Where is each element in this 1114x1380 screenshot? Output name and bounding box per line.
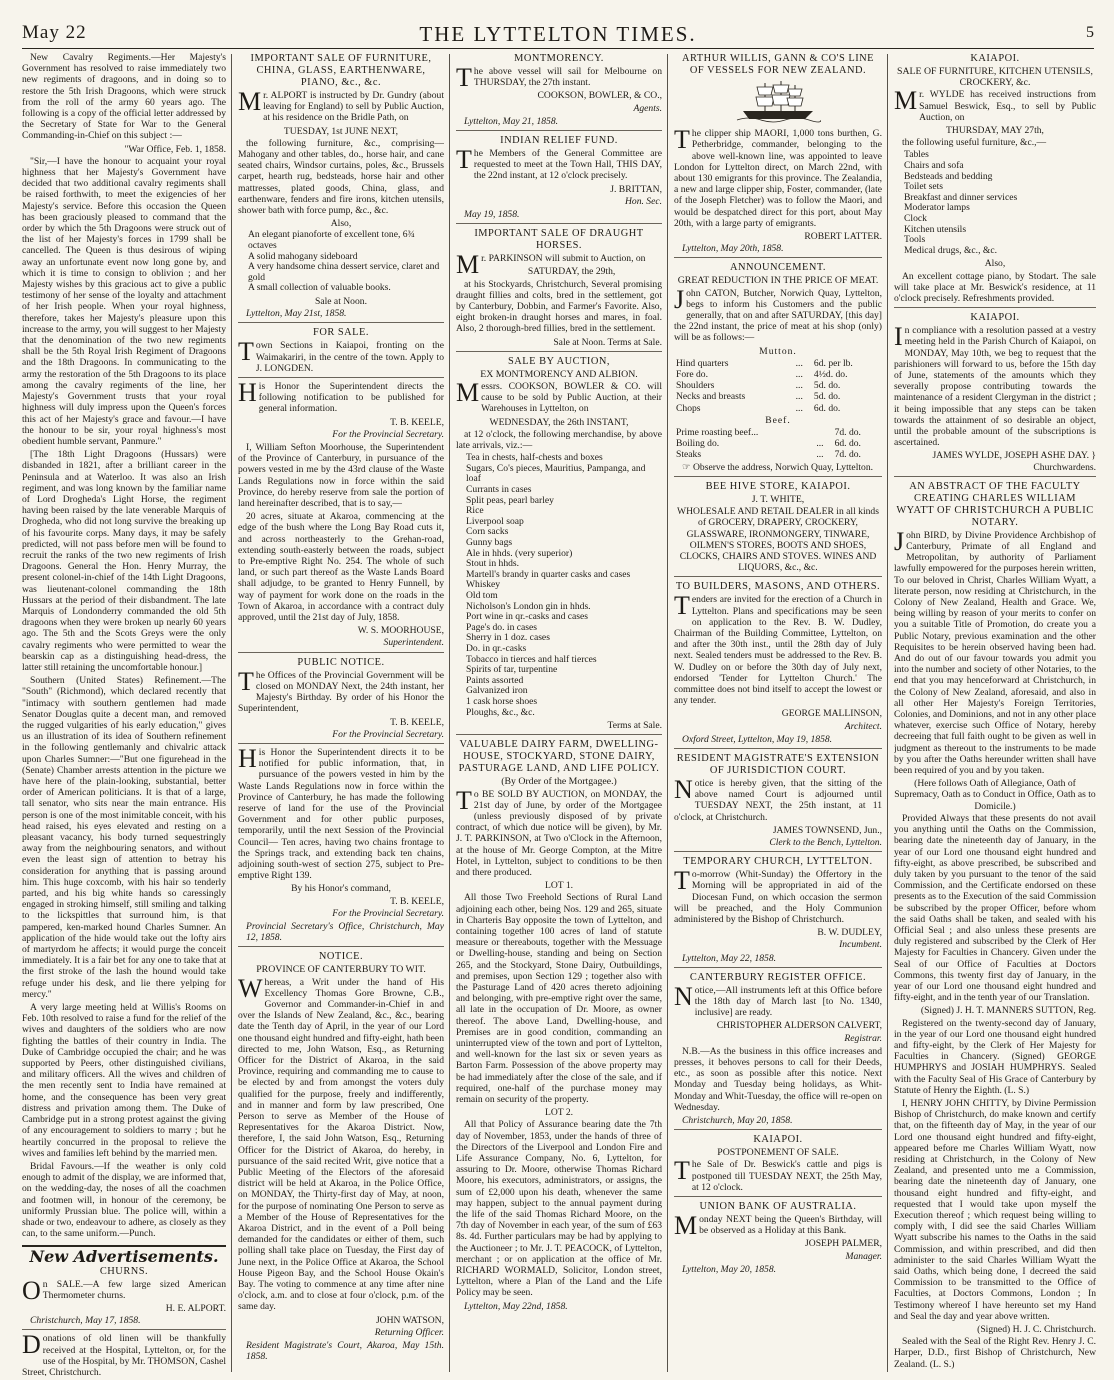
advert-subtitle: (By Order of the Mortgagee.) <box>501 776 617 788</box>
list-item: Sugars, Co's pieces, Mauritius, Pampanga, and loaf <box>466 462 646 485</box>
list-item: Paints assorted <box>466 674 524 686</box>
advert-text: The Offices of the Provincial Government will be closed on MONDAY Next, the 24th instant, her Majesty's Birthday. By order of his Honor the Superintendent, <box>238 666 444 715</box>
table-cell: Boiling do. <box>676 438 720 450</box>
advert-text: the following furniture, &c., comprising—Mahogany and other tables, do., horse hair, and cane seated chairs, Windsor curtains, poles, &c., Brussels carpet, hearth rug, bedsteads, horse hair and other mattresses, plated goods, China, glass, and earthenware, fenders and fire irons, kitchen utensils, shower bath with force pump, &c., &c. <box>238 137 444 217</box>
table-cell: ... <box>795 402 803 414</box>
table-cell: ... <box>795 380 803 392</box>
table-cell: ... <box>795 369 803 381</box>
advert-signature: W. S. MOORHOUSE, <box>357 625 444 637</box>
list-item: Nicholson's London gin in hhds. <box>466 600 591 612</box>
newspaper-title: THE LYTTELTON TIMES. <box>419 22 697 46</box>
advert-command: By his Honor's command, <box>291 883 391 895</box>
advert-signature: JOHN WATSON, <box>375 1314 444 1326</box>
list-item: A solid mahogany sideboard <box>248 250 358 262</box>
section-heading: New Advertisements. <box>22 1245 226 1262</box>
advert-text: 20 acres, situate at Akaroa, commencing at the edge of the bush where the Long Bay Road cuts it, and across northeasterly to the Grehan-road, extending south-easterly between the roads, subject to Pre-emptive Right No. 254. The whole of such land, or such part thereof as the Waste Lands Board shall adjudge, to be granted to Henry Funnell, by way of payment for work done on the roads in the Town of Akaroa, in accordance with a contract duly approved, until the 21st day of July, 1858. <box>238 511 444 624</box>
advert-signature-title: Returning Officer. <box>374 1326 444 1338</box>
advert-signature-title: Clerk to the Bench, Lyttelton. <box>769 836 882 848</box>
furniture-sale-advert <box>238 53 444 319</box>
list-item: Rice <box>466 505 484 517</box>
ship-icon <box>674 79 882 126</box>
advert-signature-title: For the Provincial Secretary. <box>332 907 444 919</box>
sale-time: Sale at Noon. <box>315 296 367 307</box>
advert-title: CHURNS. <box>99 1265 149 1277</box>
table-cell: Fore do. <box>676 369 708 381</box>
advert-also: Also, <box>984 258 1006 270</box>
shipping-line-advert <box>674 53 882 254</box>
advert-date: Resident Magistrate's Court, Akaroa, May 15th. 1858. <box>246 1340 444 1363</box>
advert-text: John BIRD, by Divine Providence Archbishop of Canterbury, Primate of all England and Metropolitan, by authority of Parliament lawfully empowered for the purposes herein written, To our beloved in Christ, Charles William Wyatt, a literate person, now residing at Christchurch, in the Colony of New Zealand, Health and Grace. We, being willing by reason of your merits to confer on you a suitable Title of Promotion, do create you a Public Notary, previous examination and the other Requisites to be herein observed having been had. And do out of our favour towards you admit you into the number and society of other Notaries, to the end that you may henceforward at Christchurch, in the Colony of New Zealand, aforesaid, and also in all other Her Majesty's Foreign Territories, Colonies, and Dominions, and not in any other place whatever, exercise such Office of Notary, hereby decreeing that full faith ought to be given as well in judgment as thereout to the instruments to be made by you after the Oaths hereunder written shall have been required of you and by you taken. <box>894 526 1096 777</box>
dairy-farm-advert <box>456 734 662 1312</box>
magistrate-court-notice <box>674 748 882 848</box>
table-row <box>674 427 882 438</box>
advert-title: VALUABLE DAIRY FARM, DWELLING-HOUSE, STOCKYARD, STONE DAIRY, PASTURAGE LAND, AND LIFE POLICY. <box>458 739 660 775</box>
advert-text: John CATON, Butcher, Norwich Quay, Lyttelton, begs to inform his Customers and the public generally, that on and after SATURDAY, [this day] the 22nd instant, the price of meat at his shop (only) will be as follows:— <box>674 284 882 344</box>
list-item: Stout in hhds. <box>466 558 520 570</box>
oaths-list: (Here follows Oath of Allegiance, Oath of Supremacy, Oath as to Conduct in Office, Oath as to Domicile.) <box>894 778 1096 812</box>
advert-signature-title: Architect. <box>844 720 882 732</box>
column-4 <box>674 52 882 1376</box>
advert-signature-title: Agents. <box>633 102 662 114</box>
advert-title: TEMPORARY CHURCH, LYTTELTON. <box>683 856 873 868</box>
table-row <box>674 358 882 369</box>
advert-date: Lyttelton, May 20, 1858. <box>682 1263 777 1275</box>
public-notice <box>238 652 444 740</box>
news-paragraph: A very large meeting held at Willis's Rooms on Feb. 10th resolved to raise a fund for the relief of the wives and daughters of the soldiers who are now fighting the battles of their country in India. The Duke of Cambridge occupied the chair; and he was supported by Peers, other distinguished civilians, and military officers. All the wives and children of the men recently sent to India have remained at home, and the consequence has been very great distress and privation among them. The Duke of Cambridge put in a strong protest against the giving of any encouragement to soldiers to marry ; but he heartily concurred in the proposal to relieve the wives and families left behind by the married men. <box>22 1002 226 1159</box>
table-cell: 7d. do. <box>834 449 861 461</box>
advert-text: Messrs. COOKSON, BOWLER & CO. will cause to be sold by Public Auction, at their Warehouses in Lyttelton, on <box>456 378 662 415</box>
advert-date: Lyttelton, May 20th, 1858. <box>682 243 784 255</box>
advert-text: Provided Always that these presents do not avail you anything until the Oaths on the Commission, bearing date the nineteenth day of January, in the year of our Lord one thousand eight hundred and fifty-eight, as above prescribed, be subscribed and duly taken by you pursuant to the tenor of the said Commission, and the Certificate endorsed on these presents as to the Execution of the said Commission be subscribed by the proper Officer, before whom the said Oaths shall be taken, and sealed with his Official Seal ; and also unless these presents are duly registered and subscribed by the Clerk of Her Majesty for Faculties in Chancery. Given under the Seal of our Office of Faculties at Doctors Commons, this twenty first day of January, in the year of our Lord one thousand eight hundred and fifty-eight, and in the tenth year of our Translation. <box>894 812 1096 1004</box>
advert-text: The Sale of Dr. Beswick's cattle and pigs is postponed till TUESDAY NEXT, the 25th May, at 12 o'clock. <box>674 1156 882 1193</box>
advert-title: INDIAN RELIEF FUND. <box>500 135 618 147</box>
list-item: Port wine in qr.-casks and cases <box>466 611 589 623</box>
column-rule <box>887 54 888 1372</box>
table-cell: Chops <box>676 402 701 414</box>
advert-text: I, HENRY JOHN CHITTY, by Divine Permission Bishop of Christchurch, do make known and certify that, on the fifteenth day of May, in the year of our Lord one thousand eight hundred and fifty-eight, appeared before me Charles William Wyatt, now residing at Christchurch, in the Colony of New Zealand, and presented unto me a Commission, bearing date the nineteenth day of January, one thousand eight hundred and fifty-eight, and requested that I would take upon myself the Execution thereof ; which request being willing to comply with, I did see the said Charles William Wyatt subscribe his names to the Oaths in the said Commission, and within prescribed, and did then administer to the said Charles William Wyatt the said Oaths, which being done, I decreed the said Commission to be transmitted to the Office of Faculties, at Doctors Commons, London ; In Testimony whereof I have hereunto set my Hand and Seal the day and year above written. <box>894 1097 1096 1322</box>
column-rule <box>449 54 450 1372</box>
advert-note: ☞ Observe the address, Norwich Quay, Lyttelton. <box>682 461 874 473</box>
lot-label: LOT 2. <box>544 1107 574 1119</box>
sale-day: SATURDAY, the 29th, <box>527 266 616 278</box>
table-cell: 4½d. do. <box>813 369 848 381</box>
advert-text: The Members of the General Committee are requested to meet at the Town Hall, THIS DAY, the 22nd instant, at 12 o'clock precisely. <box>456 145 662 182</box>
sale-item-list <box>248 230 444 294</box>
list-item: Split peas, pearl barley <box>466 494 554 506</box>
advert-title: KAIAPOI. <box>753 1134 803 1146</box>
advert-subtitle: EX MONTMORENCY AND ALBION. <box>480 368 638 380</box>
table-row <box>674 449 882 460</box>
sale-item-list <box>904 150 1096 256</box>
table-cell: 5d. do. <box>813 380 841 392</box>
masthead <box>22 22 1094 49</box>
seal-note: Sealed with the Seal of the Right Rev. Henry J. C. Harper, D.D., first Bishop of Christchurch, New Zealand. (L. S.) <box>894 1336 1096 1370</box>
list-item: Sherry in 1 doz. cases <box>466 632 550 644</box>
advert-text: Donations of old linen will be thankfully received at the Hospital, Lyttelton, or, for the use of the Hospital, by Mr. THOMSON, Cashel Street, Christchurch. <box>22 1330 226 1376</box>
advert-text: Notice,—All instruments left at this Office before the 18th day of March last [to No. 1340, inclusive] are ready. <box>674 981 882 1019</box>
list-item: Kitchen utensils <box>904 223 967 235</box>
advert-signature: J. BRITTAN, <box>610 183 662 195</box>
lot-label: LOT 1. <box>544 880 574 892</box>
advert-signature: (Signed) J. H. T. MANNERS SUTTON, Reg. <box>920 1005 1096 1017</box>
advert-text: Mr. WYLDE has received instructions from Samuel Beswick, Esq., to sell by Public Auction, on <box>894 86 1096 123</box>
montmorency-advert <box>456 53 662 127</box>
union-bank-notice <box>674 1196 882 1275</box>
advert-text: All that Policy of Assurance bearing date the 7th day of November, 1853, under the hands of three of the Directors of the Liverpool and London Fire and Life Assurance Company, No. 6, Lyttelton, for assuring to Dr. Moore, otherwise Thomas Richard Moore, his executors, administrators, or assigns, the sum of £2,000 upon his death, whenever the same may happen, subject to the annual payment during the life of the said Thomas Richard Moore, on the 7th day of November in each year, of the sum of £63 8s. 4d. Further particulars may be had by applying to the Auctioneer ; to Mr. J. T. PEACOCK, of Lyttelton, merchant ; or on application at the office of Mr. RICHARD WORMALD, Solicitor, London street, Lyttelton, where a Plan of the Land and the Life Policy may be seen. <box>456 1119 662 1299</box>
table-cell: 7d. do. <box>834 427 861 439</box>
advert-text: In compliance with a resolution passed at a vestry meeting held in the Parish Church of Kaiapoi, on MONDAY, May 10th, we beg to request that the parishioners will forward to us, before the 15th day of June, statements of the amounts which they severally propose contributing towards the maintenance of a resident Clergyman in the district ; it being impossible that any steps can be taken towards the attainment of so desirable an object, until the probable amount of the subscriptions is ascertained. <box>894 322 1096 449</box>
land-reserve-notice <box>238 743 444 943</box>
advert-subtitle: PROVINCE OF CANTERBURY TO WIT. <box>256 964 426 976</box>
news-paragraph: "Sir,—I have the honour to acquaint your royal highness that her Majesty's Government have decided that two additional cavalry regiments shall be raised forthwith, to meet the exigencies of her Majesty's service. Before this occasion the Queen has been graciously pleased to command that the order by which the 5th Dragoons were struck out of the list of her Majesty's forces in 1799 shall be cancelled. The Queen is thus desirous of wiping away an unfortunate event now long gone by, and which it is time to consign to oblivion ; and her Majesty wishes by this gracious act to give a public testimony of her sense of the loyalty and attachment of her Irish people. When your royal highness, therefore, takes her Majesty's pleasure upon this increase to the army, you will suggest to her Majesty that the denomination of the two new regiments shall be the 5th Royal Irish Regiment of Dragoons and the 18th Dragoons. In communicating to the army the restoration of the 5th Dragoons to its place among the cavalry regiments of the line, her Majesty's Government trusts that your royal highness will duly impress upon the Queen's forces this act of her Majesty's grace and favour.—I have the honour to be sir, your royal highness's most obedient humble servant, Panmure." <box>22 155 226 447</box>
list-item: Spirits of tar, turpentine <box>466 664 558 676</box>
builders-tender-advert <box>674 576 882 745</box>
advert-text: Town Sections in Kaiapoi, fronting on the Waimakariri, in the centre of the town. Apply to J. LONGDEN. <box>238 337 444 374</box>
faculty-notice <box>894 476 1096 1370</box>
advert-title: TO BUILDERS, MASONS, AND OTHERS. <box>675 581 881 593</box>
advert-date: Lyttelton, May 21, 1858. <box>464 115 559 127</box>
list-item: Tables <box>904 149 929 161</box>
advert-signature: ROBERT LATTER. <box>804 231 882 243</box>
sale-terms: Terms at Sale. <box>607 720 662 732</box>
horses-sale-advert <box>456 223 662 348</box>
advert-text: Mr. ALPORT is instructed by Dr. Gundry (about leaving for England) to sell by Public Auction, at his residence on the Bridle Path, on <box>238 87 444 124</box>
list-item: Martell's brandy in quarter casks and cases <box>466 568 631 580</box>
table-row <box>674 438 882 449</box>
advert-signature: T. B. KEELE, <box>390 895 444 907</box>
news-paragraph: New Cavalry Regiments.—Her Majesty's Government has resolved to raise immediately two new regiments of dragoons, and in doing so to restore the 5th Irish Dragoons, which were struck from the roll of the army 60 years ago. The following is a copy of the official letter addressed by the Secretary of State for War to the General Commanding-in-Chief on this subject :— <box>22 52 226 142</box>
price-group-heading: Beef. <box>765 414 791 426</box>
list-item: A very handsome china dessert service, claret and gold <box>248 261 440 283</box>
advert-title: ANNOUNCEMENT. <box>729 262 827 274</box>
list-item: Old tom <box>466 590 498 601</box>
list-item: Chairs and sofa <box>904 160 964 172</box>
list-item: Whiskey <box>466 579 501 591</box>
table-cell: ... <box>795 391 803 403</box>
table-cell: Prime roasting beef... <box>676 427 759 439</box>
price-group-heading: Mutton. <box>759 345 797 357</box>
column-rule <box>667 54 668 1372</box>
advert-title: AN ABSTRACT OF THE FACULTY CREATING CHARLES WILLIAM WYATT OF CHRISTCHURCH A PUBLIC NOTARY. <box>896 480 1094 528</box>
for-sale-advert <box>238 322 444 374</box>
sale-day: THURSDAY, MAY 27th, <box>946 125 1044 137</box>
advert-title: CANTERBURY REGISTER OFFICE. <box>689 971 867 983</box>
advert-signature-title: Superintendent. <box>383 637 444 649</box>
advert-title: KAIAPOI. <box>970 312 1020 324</box>
list-item: Tea in chests, half-chests and boxes <box>466 452 603 464</box>
bee-hive-store-advert <box>674 476 882 573</box>
list-item: Ale in hhds. (very superior) <box>466 547 573 559</box>
list-item: Medical drugs, &c., &c. <box>904 244 997 256</box>
list-item: Tobacco in tierces and half tierces <box>466 653 597 665</box>
advert-title: FOR SALE. <box>313 327 369 339</box>
auction-advert <box>456 351 662 731</box>
advert-signature: JOSEPH PALMER, <box>805 1238 882 1250</box>
advert-signature: T. B. KEELE, <box>390 416 444 428</box>
advert-also: Also, <box>330 218 352 230</box>
table-row <box>674 391 882 402</box>
advert-subtitle: POSTPONEMENT OF SALE. <box>717 1147 839 1159</box>
advert-text: An excellent cottage piano, by Stodart. The sale will take place at Mr. Beswick's residence, at 11 o'clock precisely. Refreshments provided. <box>894 270 1096 304</box>
advert-text: I, William Sefton Moorhouse, the Superintendent of the Province of Canterbury, in pursuance of the powers vested in me by the 43rd clause of the Waste Lands Regulations now in force within the said Province, do hereby reserve from sale the portion of land hereinafter described, that is to say,— <box>238 442 444 510</box>
advert-text: at his Stockyards, Christchurch, Several promising draught fillies and colts, bred in the settlement, got by Canterbury, Dobbin, and Farmer's Favorite. Also, eight broken-in draught horses and mares, in foal. Also, 2 thorough-bred fillies, bred in the settlement. <box>456 278 662 335</box>
advert-date: Lyttelton, May 21st, 1858. <box>246 308 347 320</box>
advert-title: IMPORTANT SALE OF FURNITURE, CHINA, GLASS, EARTHENWARE, PIANO, &c., &c. <box>250 53 432 88</box>
column-3 <box>456 52 662 1376</box>
advert-title: ARTHUR WILLIS, GANN & CO'S LINE OF VESSELS FOR NEW ZEALAND. <box>681 53 875 76</box>
list-item: Toilet sets <box>904 181 944 193</box>
advert-text: N.B.—As the business in this office increases and presses, it behoves persons to call for their Deeds, etc., as soon as possible after this notice. Next Monday and Tuesday being holidays, as Whit-Monday and Whit-Tuesday, the office will re-open on Wednesday. <box>674 1045 882 1113</box>
churns-advert <box>22 1266 226 1327</box>
advert-text: Mr. PARKINSON will submit to Auction, on <box>456 250 646 280</box>
merchandise-list <box>466 453 662 718</box>
table-cell: Shoulders <box>676 380 715 392</box>
advert-text: All those Two Freehold Sections of Rural Land adjoining each other, being Nos. 129 and 265, situate in Charteris Bay opposite the town of Lyttelton, and containing together 100 acres of land of statute measure or thereabouts, together with the Messuage or Dwelling-house, standing and being on Section 265, and the Stockyard, Stone Dairy, Outbuildings, and premises, upon Section 129 ; together also with the Pasturage Land of 420 acres thereto adjoining and belonging, with pre-emptive right over the same, all late in the occupation of Dr. Moore, as owner thereof. The above Land, Dwelling-house, and Premises are in good condition, commanding an uninterrupted view of the town and port of Lyttelton, and well-known for the last six or seven years as Barton Farm. Possession of the above property may be had immediately after the close of the sale, and if required, one-half of the purchase money may remain on security of the property. <box>456 892 662 1106</box>
advert-signature-title: For the Provincial Secretary. <box>332 728 444 740</box>
postponement-notice <box>674 1129 882 1193</box>
advert-signature: JAMES TOWNSEND, Jun., <box>772 824 882 836</box>
list-item: Gunny bags <box>466 537 513 549</box>
list-item: Do. in qr.-casks <box>466 642 527 654</box>
advert-text: Registered on the twenty-second day of January, in the year of our Lord one thousand eight hundred and fifty-eight, by the Clerk of Her Majesty for Faculties in Chancery. (Signed) GEORGE HUMPHRYS and JOSIAH HUMPHRYS. Sealed with the Faculty Seal of His Grace of Canterbury by Statute of Henry the Eighth. (L. S.) <box>894 1017 1096 1096</box>
advert-text: To-morrow (Whit-Sunday) the Offertory in the Morning will be appropriated in aid of the Diocesan Fund, on which occasion the sermon will be preached, and the Holy Communion administered by the Bishop of Christchurch. <box>674 866 882 925</box>
advert-signature: JAMES WYLDE, JOSEPH ASHE DAY. } Churchwardens. <box>932 450 1096 473</box>
table-cell: ... <box>816 449 824 461</box>
register-office-notice <box>674 967 882 1126</box>
election-notice <box>238 946 444 1362</box>
list-item: Moderator lamps <box>904 202 970 214</box>
news-paragraph: Southern (United States) Refinement.—The "South" (Richmond), which declared recently that "intimacy with southern gentlemen had made Senator Douglas quite a decent man, and removed the rugged vulgarities of his early education," gives us an illustration of its idea of Southern refinement in the following gentlemanly and chivalric attack upon Charles Sumner:—"But one figurehead in the (Senate) Chamber arrests attention in the picture we have here of the plain-looking, substantial, better order of American politicians. It is that of a large, tall senator, who sits near the main entrance. His person is one of the most inimitable conceit, with his head raised, his eyes elevated and resting on a pleasant vacancy, his body turned sequestringly away from the neighbouring senators, and without even the least sign of attention to betray his consideration for anything that is passing around him. This huge coxcomb, with his hair so tenderly parted, and his big white hands so caressingly engaged in stroking himself, still smiling and talking to the lickspittles that surround him, is that pampered, ken-marked hound Charles Sumner. An application of the hide would take out the lofty airs of martyrdom he affects; it would purge the conceit immediately. It is a fair bet for any one to take that at the first stroke of the lash the hound would take refuge under his desk, and lie there yelping for mercy." <box>22 675 226 1000</box>
table-row <box>674 403 882 414</box>
advert-date: Christchurch, May 17, 1858. <box>30 1315 141 1327</box>
advert-signature: COOKSON, BOWLER, & CO., <box>537 90 662 102</box>
list-item: Breakfast and dinner services <box>904 191 1018 203</box>
advert-signature-title: Hon. Sec. <box>624 195 662 207</box>
advert-signature: H. E. ALPORT. <box>165 1302 226 1314</box>
column-rule <box>231 54 232 1372</box>
table-cell: 6d. do. <box>813 402 841 414</box>
mutton-price-table <box>674 358 882 414</box>
vestry-notice <box>894 307 1096 473</box>
advert-date: Lyttelton, May 22nd, 1858. <box>464 1300 568 1312</box>
table-cell: 6d. per lb. <box>813 357 853 369</box>
advert-signature-title: Registrar. <box>844 1032 882 1044</box>
advert-text: The above vessel will sail for Melbourne on THURSDAY, the 27th instant. <box>456 63 662 92</box>
advert-title: PUBLIC NOTICE. <box>297 656 385 668</box>
advert-text: Whereas, a Writ under the hand of His Excellency Thomas Gore Browne, C.B., Governor and Commander-in-Chief in and over the Islands of New Zealand, &c., &c., bearing date the Tenth day of April, in the year of our Lord one thousand eight hundred and fifty-eight, hath been directed to me, John Watson, Esq., as Returning Officer for the District of Akaroa, in the said Province, requiring and commanding me to cause to be elected by and from amongst the voters duly qualified for the purpose, freely and indifferently, and in manner and form by law prescribed, One Person to serve as Member of the House of Representatives for the Akaroa District. Now, therefore, I, the said John Watson, Esq., Returning Officer for the District of Akaroa, do hereby, in pursuance of the said recited Writ, give notice that a Public Meeting of the Electors of the aforesaid district will be held at Akaroa, in the Police Office, on MONDAY, the Thirty-first day of May, at noon, for the purpose of nominating One Person to serve as a Member of the House of Representatives for the Akaroa District, and in the event of a Poll being demanded for the candidates or either of them, such polling shall take place on Tuesday, the First day of June next, in the Police Office at Akaroa, the School House Pigeon Bay, and the School House Okain's Bay. The voting to commence at any time after nine o'clock, a.m. and to close at four o'clock, p.m. of the same day. <box>238 973 444 1313</box>
news-article <box>22 52 226 1239</box>
sale-day: TUESDAY, 1st JUNE NEXT, <box>283 125 399 137</box>
table-cell: ... <box>816 438 824 450</box>
table-cell <box>814 427 832 438</box>
list-item: Galvanized iron <box>466 685 528 697</box>
advert-text: WHOLESALE AND RETAIL DEALER in all kinds of GROCERY, DRAPERY, CROCKERY, GLASSWARE, IRONMONGERY, TINWARE, OILMEN'S STORES, BOOTS AND SHOES, CLOCKS, CHAIRS AND STOVES. WINES AND LIQUORS, &c., &c. <box>677 506 879 574</box>
advert-subtitle: GREAT REDUCTION IN THE PRICE OF MEAT. <box>677 275 879 287</box>
advert-signature: GEORGE MALLINSON, <box>781 708 882 720</box>
advert-title: BEE HIVE STORE, KAIAPOI. <box>705 480 851 492</box>
advert-title: MONTMORENCY. <box>514 53 604 64</box>
advert-title: SALE BY AUCTION, <box>508 355 610 367</box>
donations-advert <box>22 1329 226 1376</box>
advert-date: May 19, 1858. <box>464 209 520 221</box>
list-item: A small collection of valuable books. <box>248 282 391 294</box>
advert-signature-title: For the Provincial Secretary. <box>332 428 444 440</box>
list-item: Corn sacks <box>466 526 509 538</box>
advert-text: On SALE.—A few large sized American Thermometer churns. <box>22 1275 226 1305</box>
sale-terms: Sale at Noon. Terms at Sale. <box>553 336 662 348</box>
list-item: Clock <box>904 212 927 224</box>
column-5 <box>894 52 1096 1376</box>
advert-text: Tenders are invited for the erection of a Church in Lyttelton. Plans and specifications may be seen on application to the Rev. B. W. Dudley, Chairman of the Building Committee, Lyttelton, on and after the 30th inst., until the 28th day of July next. Sealed tenders must be addressed to the Rev. B. W. Dudley on or before the 30th day of July next, endorsed 'Tender for Lyttelton Church.' The committee does not bind itself to accept the lowest or any tender. <box>674 591 882 707</box>
advert-signature-title: Manager. <box>845 1250 882 1262</box>
list-item: Bedsteads and bedding <box>904 170 993 182</box>
superintendent-notice <box>238 377 444 649</box>
advert-text: The clipper ship MAORI, 1,000 tons burthen, G. Petherbridge, commander, belonging to the above well-known line, was appointed to leave London for Lyttelton direct, on March 22nd, with about 130 emigrants for this province. The Zealandia, a new and large clipper ship, Foster, commander, (late of the Joseph Fletcher) was to follow the Maori, and would be despatched direct for this port, about May 20th, with a large party of emigrants. <box>674 125 882 229</box>
column-1 <box>22 52 226 1376</box>
advert-title: KAIAPOI. <box>970 53 1020 64</box>
beef-price-table <box>674 427 882 461</box>
advert-signature: T. B. KEELE, <box>390 716 444 728</box>
list-item: Tools <box>904 234 926 246</box>
advert-text: His Honor the Superintendent directs it to be notified for public information, that, in pursuance of the powers vested in him by the Waste Lands Regulations now in force within the Province of Canterbury, he has made the following reserve of land for the use of the Provincial Government and for other public purposes, temporarily, until the next Session of the Provincial Council— Ten acres, having two chains frontage to the Springs track, and extending back ten chains, adjoining south-west of section 275, subject to Pre-emptive Right 139. <box>238 743 444 882</box>
advert-text: the following useful furniture, &c.,— <box>902 137 1047 149</box>
table-cell: Hind quarters <box>676 357 729 369</box>
table-cell: Steaks <box>676 449 702 461</box>
advert-date: Provincial Secretary's Office, Christchurch, May 12, 1858. <box>246 920 444 944</box>
advert-subtitle: SALE OF FURNITURE, KITCHEN UTENSILS, CROCKERY, &c. <box>897 66 1093 89</box>
kaiapoi-sale-advert <box>894 53 1096 304</box>
table-cell: ... <box>795 357 803 369</box>
list-item: Ploughs, &c., &c. <box>466 706 535 718</box>
advert-date: Oxford Street, Lyttelton, May 19, 1858. <box>682 733 833 745</box>
list-item: Page's do. in cases <box>466 621 538 633</box>
column-2 <box>238 52 444 1376</box>
advert-text: To BE SOLD BY AUCTION, on MONDAY, the 21st day of June, by order of the Mortgagee (unless previously disposed of by private contract, of which due notice will be given), by Mr. J. T. PARKINSON, at Two o'Clock in the Afternoon, at the house of Mr. George Compton, at the Mitre Hotel, in Lyttelton, subject to conditions to be then and there produced. <box>456 785 662 878</box>
advert-title: UNION BANK OF AUSTRALIA. <box>699 1201 857 1213</box>
news-paragraph: [The 18th Light Dragoons (Hussars) were disbanded in 1821, after a brilliant career in the Peninsula and at Waterloo. It was also an Irish regiment, and was long known by the familiar name of Lord Drogheda's Light Horse, the regiment having been raised by the late venerable Marquis of Drogheda, who did not long survive the breaking up of his favourite corps. Many days, it may be safely predicted, will not pass before men will be found to recruit the ranks of the two new regiments of Irish Dragoons. General the Hon. Henry Murray, the present colonel-in-chief of the 14th Light Dragoons, was lieutenant-colonel commanding the 18th Hussars at the period of their disbandment. The late Marquis of Londonderry commanded the old 5th dragoons when they were broken up nearly 60 years ago. The 5th and the Scots Greys were the only cavalry regiments who were permitted to wear the bearskin cap as a distinguishing head-dress, the latter still retaining the uncomfortable honour.] <box>22 449 226 673</box>
advert-title: RESIDENT MAGISTRATE'S EXTENSION OF JURISDICTION COURT. <box>676 752 880 776</box>
advert-title: NOTICE. <box>318 951 364 963</box>
news-paragraph: Bridal Favours.—If the weather is only cold enough to admit of the display, we are informed that, on the wedding-day, the noses of all the coachmen and footmen will, in honour of the ceremony, be uniformly Prussian blue. The police will, within a shade or two, endeavour to adhere, as closely as they can, to the same uniform.—Punch. <box>22 1160 226 1240</box>
letter-date: "War Office, Feb. 1, 1858. <box>124 143 226 155</box>
list-item: Liverpool soap <box>466 515 524 527</box>
table-cell: 6d. do. <box>834 438 861 450</box>
sale-day: WEDNESDAY, the 26th INSTANT, <box>489 416 629 428</box>
issue-date: May 22 <box>22 22 87 43</box>
advert-text: Monday NEXT being the Queen's Birthday, will be observed as a Holiday at this Bank. <box>674 1211 882 1241</box>
advert-text: Notice is hereby given, that the sitting of the above named Court is adjourned until TUESDAY NEXT, the 25th instant, at 11 o'clock, at Christchurch. <box>674 774 882 823</box>
advert-date: Christchurch, May 20, 1858. <box>682 1115 793 1127</box>
page-number: 5 <box>1086 24 1094 41</box>
advert-date: Lyttelton, May 22, 1858. <box>682 952 777 964</box>
relief-fund-advert <box>456 130 662 220</box>
advert-signature: B. W. DUDLEY, <box>817 927 882 939</box>
advert-signature-title: Incumbent. <box>839 939 882 951</box>
advert-signature: CHRISTOPHER ALDERSON CALVERT, <box>716 1020 882 1032</box>
advert-subtitle: J. T. WHITE, <box>751 493 805 505</box>
list-item: 1 cask horse shoes <box>466 695 538 707</box>
advert-title: IMPORTANT SALE OF DRAUGHT HORSES. <box>474 228 644 252</box>
table-cell: 5d. do. <box>813 391 841 403</box>
advert-signature: (Signed) H. J. C. Christchurch. <box>977 1324 1096 1336</box>
table-cell: Necks and breasts <box>676 391 746 403</box>
advert-text: His Honor the Superintendent directs the following notification to be published for general information. <box>238 378 444 415</box>
table-row <box>674 369 882 380</box>
list-item: An elegant pianoforte of excellent tone, 6¾ octaves <box>248 229 415 252</box>
table-row <box>674 380 882 391</box>
list-item: Currants in cases <box>466 484 532 496</box>
advert-text: at 12 o'clock, the following merchandise, by above late arrivals, viz.:— <box>456 428 662 452</box>
meat-price-advert <box>674 257 882 472</box>
church-notice <box>674 851 882 964</box>
